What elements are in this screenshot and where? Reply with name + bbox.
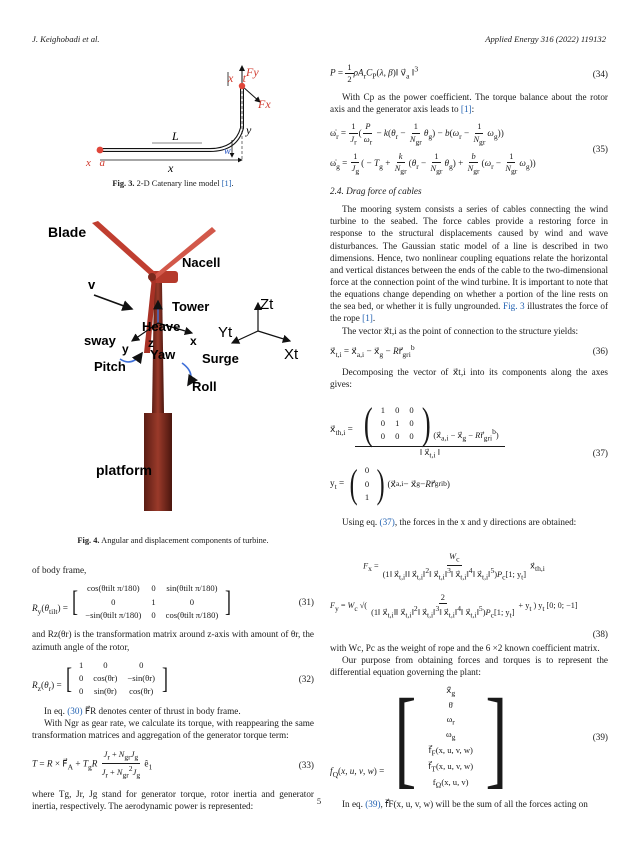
m32-cell: 1 — [78, 659, 84, 670]
label-x: x — [168, 161, 174, 174]
equation-33: $T = R \times F⃗_A + T_gR$ $\frac{J_r + N_{gr}J_g}{J_r + N_{gr}^2J_g}$ $ê_1$ (33) — [32, 750, 314, 780]
ref1-link-2[interactable]: [1] — [362, 313, 373, 324]
m32-cell: 0 — [103, 659, 108, 670]
eq37-ref-link[interactable]: (37) — [379, 516, 395, 527]
running-header-journal: Applied Energy 316 (2022) 119132 — [485, 34, 606, 44]
paragraph-mooring — [330, 203, 608, 324]
label-xt: Xt — [284, 346, 299, 364]
right-column — [330, 62, 608, 811]
p3-pre: In eq. — [44, 705, 68, 716]
label-fx: Fx — [258, 97, 271, 111]
label-z: z — [148, 336, 154, 351]
m32-cell: sin(θr) — [93, 686, 117, 697]
eq33-number: (33) — [298, 759, 314, 770]
equation-38: $F_x$ = $\frac{W_c}{(1‖ x⃗_{t,i}‖‖ x⃗_{t,i}‖^2‖ x⃗_{t,i}‖^3‖ x⃗_{t,i}‖^4‖ x⃗_{t,i}‖^5)P_c[1; y_t]}$ $x⃗_{th,i}$ $F_y = W_c$ √( $\frac{2}{(1‖ x⃗_{t,i}‖‖ x⃗_{t,i}‖^2‖ x⃗_{t,i}‖^3‖ x⃗_{t,i}‖^4‖ x⃗_{t,i}‖^5)P_c[1; y_t]}$ + $y_t$ ) $y_t$ [0; 0; −1] (38) — [330, 552, 608, 639]
label-surge: Surge — [202, 351, 239, 367]
label-yaw: Yaw — [150, 347, 176, 363]
fig3-end: . — [231, 179, 234, 188]
m31-cell: 0 — [151, 583, 156, 594]
label-y: y — [246, 123, 252, 137]
paragraph-forces — [330, 516, 608, 528]
blade-1 — [92, 221, 156, 277]
p8-post: , f⃗F(x, u, v, w) will be the sum of all the forces acting on — [380, 799, 588, 810]
label-y: y — [122, 342, 129, 357]
label-x: x — [190, 334, 197, 349]
figure-catenary — [32, 62, 314, 174]
label-blade: Blade — [48, 224, 87, 241]
equation-31: $R_y(\theta_{tilt})$ = [ cos(θtilt π/180) 0 sin(θtilt π/180) 0 1 0 −sin(θtilt π/180) 0 cos(θtilt π/180) ] (31) — [32, 582, 314, 622]
paragraph-weight: with Wc, Pc as the weight of rope and the 6 ×2 known coefficient matrix. — [330, 643, 600, 654]
p5-pre: Using eq. — [342, 516, 380, 527]
p5-post: , the forces in the x and y directions are obtained: — [394, 516, 577, 527]
matrix-31 — [80, 582, 223, 622]
eq37-number: (37) — [592, 447, 608, 458]
blade-2 — [152, 227, 216, 279]
m31-cell: sin(θtilt π/180) — [166, 583, 218, 594]
eq31-number: (31) — [298, 597, 314, 608]
m31-cell: 1 — [151, 596, 156, 607]
fig3-label: Fig. 3. — [112, 179, 135, 188]
catenary-diagram — [32, 62, 314, 174]
paragraph-vector-xt: The vector x⃗t,i as the point of connection to the structure yields: — [342, 325, 579, 336]
label-v: v — [88, 277, 96, 293]
m32-cell: −sin(θr) — [127, 672, 155, 683]
eq35-number: (35) — [592, 144, 608, 155]
paragraph-thrust — [32, 705, 314, 717]
label-fy: Fy — [246, 65, 259, 79]
label-w: w — [224, 146, 231, 157]
matrix-32 — [74, 659, 160, 699]
m31-cell: −sin(θtilt π/180) — [85, 610, 142, 621]
fig3-text: 2-D Catenary line model — [136, 179, 222, 188]
section-heading-drag-force: 2.4. Drag force of cables — [330, 186, 422, 197]
p2-text: The mooring system consists a series of cables connecting the wind turbine to the seabed. The force cables provide a restoring force in response to the structural displacements caused by wind and wave disturbances. The Gaussian static model of a line is described in two dimensions. Hence, two nonlinear coupling equations relate the horizontal and vertical distances between the ends of the cable to the two-dimensional force at the connection point of the wind turbine. It is important to note that the equations change depending on whether a portion of the line rests on the sea bed, or whether it is fully ungrounded. — [330, 204, 608, 312]
page-number: 5 — [316, 795, 322, 806]
eq38-number: (38) — [592, 628, 608, 639]
p3-post: F⃗R denotes center of thrust in body frame. — [82, 705, 241, 716]
label-platform: platform — [96, 462, 152, 479]
figure-turbine — [32, 213, 314, 513]
eq39-number: (39) — [592, 732, 608, 743]
eq32-number: (32) — [298, 673, 314, 684]
p1-pre: With Cp as the power coefficient. The torque balance about the rotor axis and the generator axis leads to — [330, 92, 608, 115]
label-tower: Tower — [172, 299, 210, 315]
eq36-number: (36) — [592, 346, 608, 357]
p8-pre: In eq. — [342, 799, 366, 810]
label-xt: x⃗t — [228, 71, 246, 85]
m31-cell: 0 — [151, 610, 156, 621]
m32-cell: 0 — [78, 686, 84, 697]
figure3-caption — [32, 178, 314, 189]
eq39-ref-link[interactable]: (39) — [365, 799, 381, 810]
eq34-number: (34) — [592, 68, 608, 79]
m32-cell: cos(θr) — [129, 686, 154, 697]
m31-cell: cos(θtilt π/180) — [87, 583, 140, 594]
equation-37: $x⃗_{th,i}$ = ( 1 0 0 0 1 0 0 0 0 ) ($x⃗_{a,i}$ − $x⃗_g$ − $Rr⃗_{gri}^b$) ‖ $x⃗_{t,i}$ ‖ $y_t$ = ( 0 0 1 ) (x⃗ a,i − x⃗ g − R r⃗ gri b ) (37) — [330, 398, 608, 507]
m32-cell: 0 — [78, 672, 84, 683]
label-zt: Zt — [260, 296, 274, 314]
m31-cell: 0 — [111, 596, 116, 607]
fig4-text: Angular and displacement components of turbine. — [101, 536, 269, 546]
p1-post: : — [471, 104, 475, 115]
equation-32: $R_z(\theta_r)$ = [ 1 0 0 0 cos(θr) −sin(θr) 0 sin(θr) cos(θr) ] (32) — [32, 659, 314, 699]
paragraph-purpose: Our purpose from obtaining forces and torques is to represent the differential equation governing the plant: — [330, 655, 608, 678]
label-roll: Roll — [192, 379, 217, 395]
m31-cell: 0 — [189, 596, 195, 607]
left-column — [32, 62, 314, 813]
label-xa: x⃗a — [86, 157, 105, 169]
m32-cell: 0 — [139, 659, 144, 670]
paragraph-rz-matrix: and Rz(θr) is the transformation matrix around z-axis with amount of θr, the azimuth angle of the rotor, — [32, 629, 314, 652]
label-pitch: Pitch — [94, 359, 126, 375]
paragraph-torque-balance — [330, 91, 608, 115]
m31-cell: cos(θtilt π/180) — [165, 610, 219, 621]
p2-end: . — [372, 313, 376, 324]
eq30-ref-link[interactable]: (30) — [67, 705, 83, 716]
ref1-link[interactable]: [1] — [460, 104, 472, 115]
equation-39: $f_Q(x$, u, v, w) = [ $x⃗̇_g$ θ̇ $\omega_r$ $\omega_g$ $f⃗_F(x$, u, v, w) $f⃗_T(x$, u, v, w) $f_\Omega(x$, u, v) ] (39) — [330, 676, 608, 799]
equation-34: P = $\frac{1}{2}$ $\rho A_rC_P(\lambda$, β)‖ $v⃗_a$ ‖$^3$ (34) — [330, 63, 608, 85]
equation-36: $x⃗_{t,i}$ = $x⃗_{a,i}$ − $x⃗_g$ − $Rr⃗_{gri}^b$ (36) — [330, 342, 608, 359]
equation-35: $\omegȧ_r$ = $\frac{1}{J_r}$ ( $\frac{P}{\omega_r}$ − $k(\theta_r$ − $\frac{1}{N_{gr}}$ $\theta_g) - b(\omega_r$ − $\frac{1}{N_{gr}}$ $\omega_g$)) $\omegȧ_g$ = $\frac{1}{J_g}$ ( − $T_g$ + $\frac{k}{N_{gr}}$ ($\theta_r$ − $\frac{1}{N_{gr}}$ $\theta_g$) + $\frac{b}{N_{gr}}$ ($\omega_r$ − $\frac{1}{N_{gr}}$ $\omega_g$)) (35) — [330, 122, 608, 177]
m32-cell: cos(θr) — [93, 672, 118, 683]
fig3-ref-link[interactable]: [1] — [221, 179, 232, 188]
fig3-link[interactable]: Fig. 3 — [502, 301, 525, 312]
paragraph-aero-power: where Tg, Jr, Jg stand for generator torque, rotor inertia and generator inertia, respectively. The aerodynamic power is represented: — [32, 789, 314, 812]
paragraph-body-frame: of body frame, — [32, 565, 87, 576]
label-sway: sway — [84, 333, 116, 349]
label-heave: Heave — [142, 319, 181, 335]
p2-mid: illustrates the force of the rope — [330, 301, 609, 324]
turbine-diagram — [32, 213, 314, 513]
paragraph-gear-rate: With Ngr as gear rate, we calculate its torque, with reappearing the same transformation matrices and aggregation of the generator torque term: — [32, 717, 314, 740]
label-yt: Yt — [218, 324, 233, 342]
label-L: L — [172, 129, 179, 143]
fig4-label: Fig. 4. — [77, 536, 100, 546]
label-nacell: Nacell — [182, 255, 221, 271]
paragraph-decompose: Decomposing the vector of x⃗t,i into its components along the axes gives: — [330, 366, 608, 389]
figure4-caption — [32, 535, 314, 546]
running-header-authors: J. Keighobadi et al. — [32, 34, 100, 44]
